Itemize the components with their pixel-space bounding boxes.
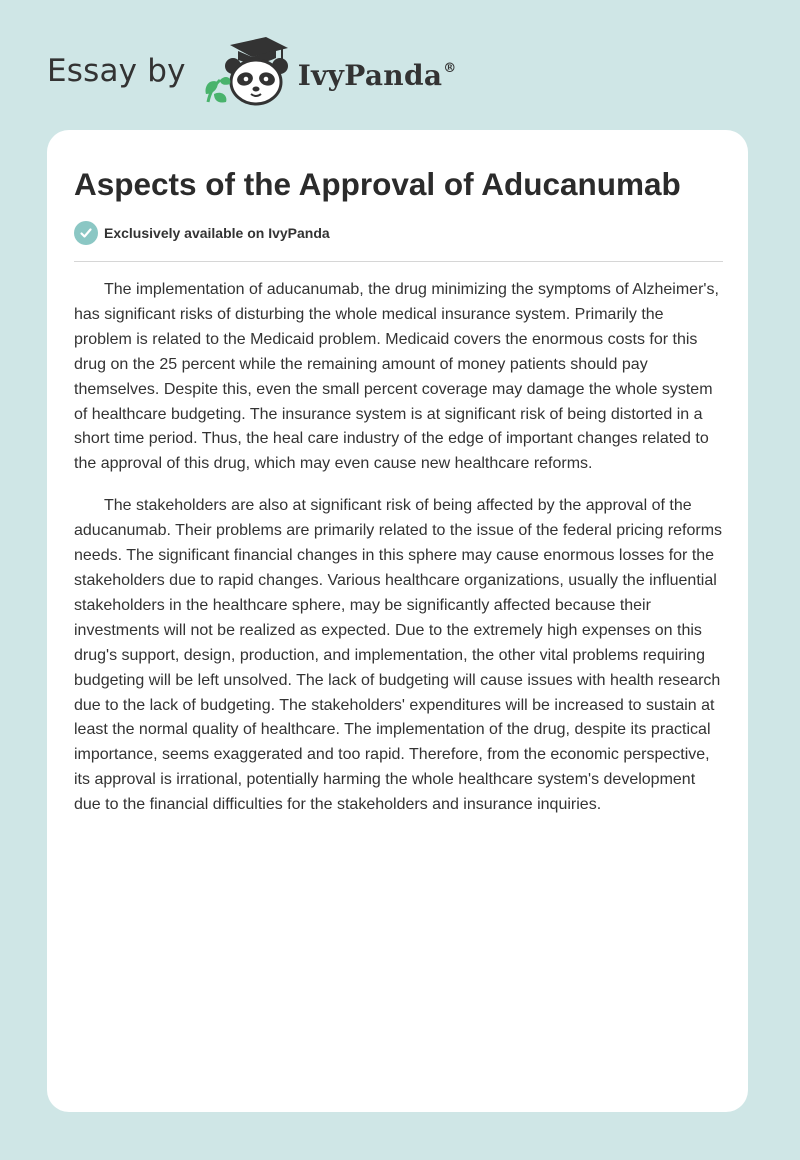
divider (74, 261, 723, 262)
panda-graduate-logo-icon[interactable] (200, 36, 292, 108)
site-header (47, 36, 467, 108)
essay-card (47, 130, 748, 1112)
essay-body (74, 278, 725, 835)
registered-mark: ® (443, 60, 457, 76)
exclusive-badge-label: Exclusively available on IvyPanda (104, 225, 330, 241)
check-circle-icon (74, 221, 98, 245)
exclusive-badge (74, 221, 330, 245)
brand-name[interactable]: IvyPanda® (297, 58, 457, 92)
paragraph: The implementation of aducanumab, the drug minimizing the symptoms of Alzheimer's, has significant risks of disturbing the whole medical insurance system. Primarily the problem is related to the Medicaid problem. Medicaid covers the enormous costs for this drug on the 25 percent while the remaining amount of money patients should pay themselves. Despite this, even the small percent coverage may damage the whole system of healthcare budgeting. The insurance system is at significant risk of being distorted in a short time period. Thus, the heal care industry of the edge of important changes related to the approval of this drug, which may even cause new healthcare reforms. (74, 281, 719, 473)
essay-by-label: Essay by (47, 53, 186, 89)
page-title: Aspects of the Approval of Aducanumab (74, 166, 681, 202)
paragraph: The stakeholders are also at significant risk of being affected by the approval of the aducanumab. Their problems are primarily related to the issue of the federal pricing reforms needs. The significant financial changes in this sphere may cause enormous losses for the stakeholders due to rapid changes. Various healthcare organizations, usually the influential stakeholders in the healthcare sphere, may be significantly affected because their investments will not be realized as expected. Due to the extremely high expenses on this drug's support, design, production, and implementation, the other vital problems requiring budgeting will be left unsolved. The lack of budgeting will cause issues with health research due to the lack of budgeting. The stakeholders' expenditures will be increased to sustain at least the normal quality of healthcare. The implementation of the drug, despite its practical importance, seems exaggerated and too rapid. Therefore, from the economic perspective, its approval is irrational, potentially harming the whole healthcare system's development due to the financial difficulties for the stakeholders and insurance inquiries. (74, 497, 723, 814)
